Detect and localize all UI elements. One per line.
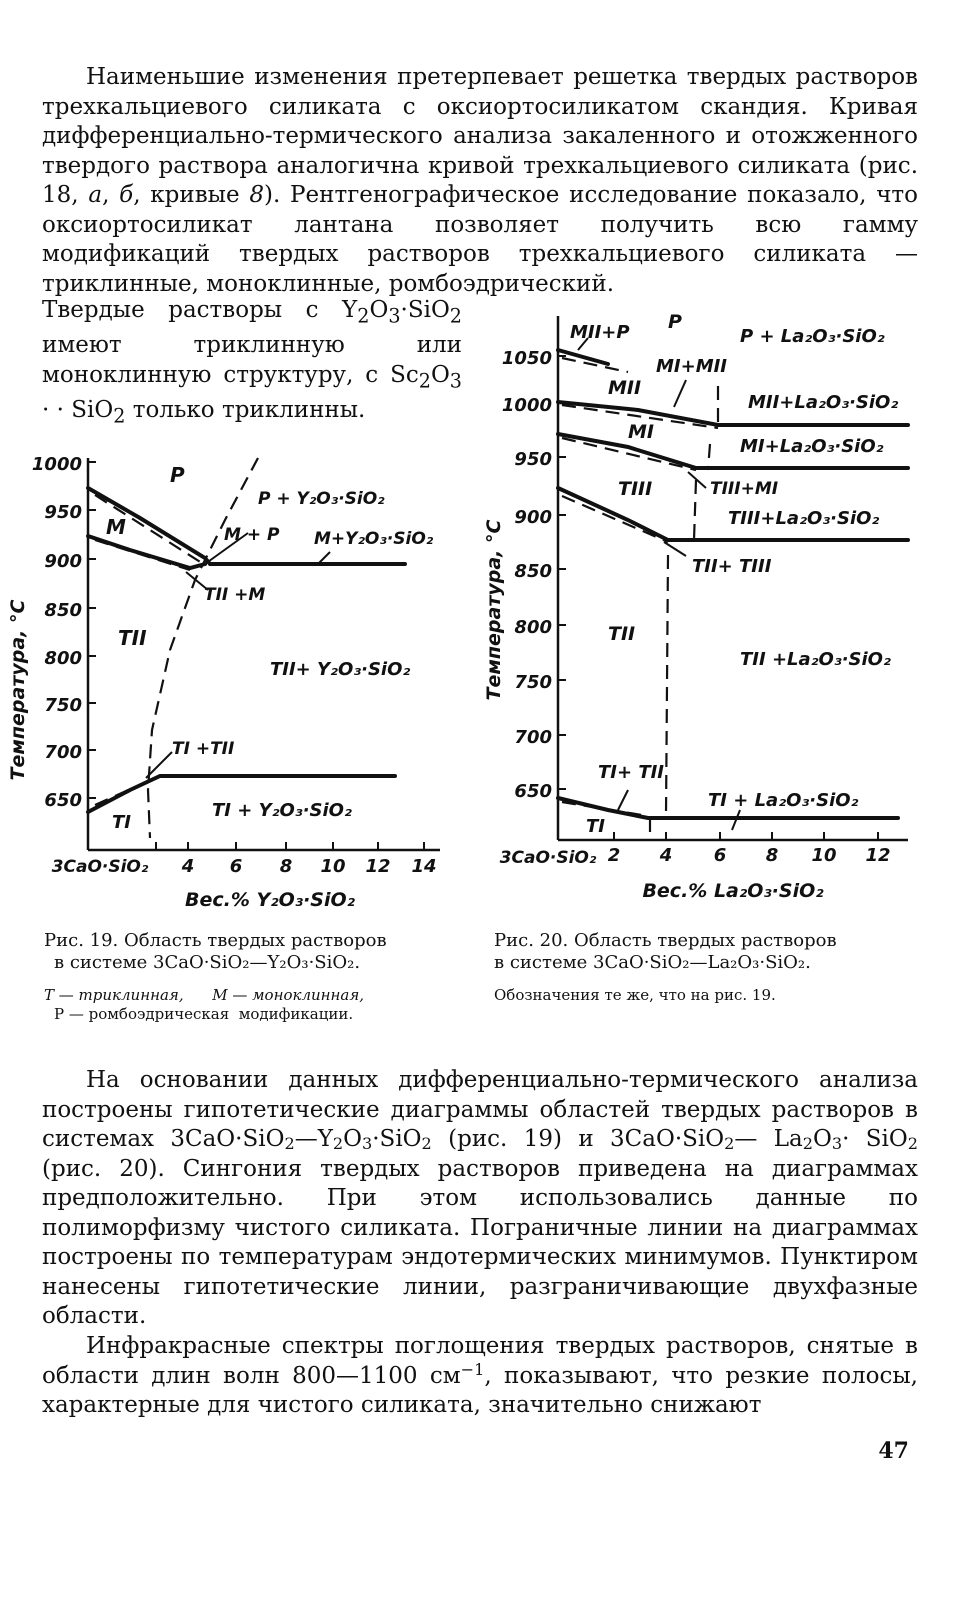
fig20-caption: Рис. 20. Область твердых растворов в системе 3CaO·SiO₂—La₂O₃·SiO₂. (494, 930, 837, 973)
fig20-ytick-950: 950 (514, 449, 552, 470)
fig19-ytick-850: 850 (44, 600, 82, 621)
fig19-ytick-700: 700 (44, 742, 82, 763)
fig19-region-M-Y: M+Y₂O₃·SiO₂ (314, 529, 434, 549)
fig20-region-TI-TII: TI+ TII (598, 762, 664, 783)
paragraph-3: На основании данных дифференциально-термического анализа построены гипотетические диаграммы областей твердых растворов в системах $3CaO\cdot SiO_2—Y_2O_3\cdot SiO_2$ (рис. 19) и 3CaO·SiO$_2$— $La_2O_3\cdot SiO_2$ (рис. 20). Сингония твердых растворов приведена на диаграммах предположительно. При этом использовались данные по полиморфизму чистого силиката. Пограничные линии на диаграммах построены по температурам эндотермических минимумов. Пунктиром нанесены гипотетические линии, разграничивающие двухфазные области. (42, 1067, 918, 1329)
fig20-region-P: P (668, 311, 682, 333)
fig19-region-TII-M: TII +M (204, 585, 266, 605)
fig19-region-TII: TII (118, 626, 147, 650)
fig19-legend: T — триклинная, M — моноклинная, P — ромбоэдрическая модификации. (44, 986, 365, 1023)
fig20-region-TIII: TIII (618, 478, 653, 500)
fig19-ytick-900: 900 (44, 551, 82, 572)
fig19-region-TI: TI (112, 812, 131, 833)
fig20-ytick-850: 850 (514, 561, 552, 582)
fig20-xtick-10: 10 (811, 845, 837, 866)
fig20-region-MI: MI (628, 421, 654, 443)
fig20-region-MII: MII (608, 377, 642, 399)
fig20-region-TIII-La: TIII+La₂O₃·SiO₂ (728, 508, 880, 529)
fig19-xtick-10: 10 (320, 856, 346, 877)
fig19-region-P-Y: P + Y₂O₃·SiO₂ (258, 489, 385, 509)
fig20-region-TI-La: TI + La₂O₃·SiO₂ (708, 790, 859, 811)
fig19-ylabel: Температура, °С (7, 599, 29, 781)
fig20-region-P-La: P + La₂O₃·SiO₂ (740, 326, 885, 347)
paragraph-2: Твердые растворы с $Y_2O_3\cdot SiO_2$ имеют триклинную или моноклинную структуру, с $Sc_2O_3$ · · SiO$_2$ только триклинны. (42, 297, 462, 428)
fig20-xtick-12: 12 (865, 845, 891, 866)
fig20-region-TIII-MI: TIII+MI (710, 479, 779, 499)
figure-19-diagram (0, 440, 470, 920)
fig20-region-TII-La: TII +La₂O₃·SiO₂ (740, 649, 891, 670)
fig20-region-TII: TII (608, 623, 636, 645)
page-number: 47 (878, 1438, 909, 1464)
fig19-xtick-4: 4 (181, 856, 195, 877)
fig20-ytick-800: 800 (514, 617, 552, 638)
fig19-caption: Рис. 19. Область твердых растворов в системе 3CaO·SiO₂—Y₂O₃·SiO₂. (44, 930, 387, 973)
fig19-xtick-origin: 3CaO·SiO₂ (51, 857, 149, 877)
fig19-xtick-14: 14 (411, 856, 437, 877)
fig19-region-M: M (106, 515, 126, 539)
fig19-region-TI-TII: TI +TII (172, 739, 235, 759)
fig19-xtick-12: 12 (365, 856, 391, 877)
fig20-region-MII-La: MII+La₂O₃·SiO₂ (748, 392, 899, 413)
paragraph-4: Инфракрасные спектры поглощения твердых растворов, снятые в области длин волн 800—1100 $см^{-1}$, показывают, что резкие полосы, характерные для чистого силиката, значительно снижают (42, 1333, 918, 1418)
fig20-ylabel: Температура, °С (483, 519, 505, 701)
fig20-ytick-900: 900 (514, 507, 552, 528)
paragraph-1: Наименьшие изменения претерпевает решетка твердых растворов трехкальциевого силиката с оксиортосиликатом скандия. Кривая дифференциально-термического анализа закаленного и отожженного твердого раствора аналогична кривой трехкальциевого силиката (рис. 18, а, б, кривые 8). Рентгенографическое исследование показало, что оксиортосиликат лантана позволяет получить всю гамму модификаций твердых растворов трехкальциевого силиката — триклинные, моноклинные, ромбоэдрический. (42, 64, 919, 297)
fig20-region-MII-P: MII+P (570, 322, 630, 343)
figure-20-diagram (478, 310, 938, 910)
fig19-ytick-800: 800 (44, 648, 82, 669)
fig20-ytick-700: 700 (514, 727, 552, 748)
fig20-xtick-8: 8 (765, 845, 779, 866)
fig20-xtick-origin: 3CaO·SiO₂ (499, 848, 597, 868)
fig19-ytick-1000: 1000 (31, 454, 82, 475)
fig20-region-MI-MII: MI+MII (656, 356, 727, 377)
fig20-xlabel: Вес.% La₂O₃·SiO₂ (642, 880, 824, 902)
fig20-xtick-4: 4 (659, 845, 673, 866)
fig19-xtick-6: 6 (229, 856, 243, 877)
fig20-ytick-750: 750 (514, 672, 552, 693)
fig20-region-MI-La: MI+La₂O₃·SiO₂ (740, 436, 884, 457)
fig19-region-M-P: M + P (224, 525, 280, 545)
fig20-legend: Обозначения те же, что на рис. 19. (494, 986, 776, 1004)
fig20-ytick-1050: 1050 (501, 348, 552, 369)
fig20-region-TI: TI (586, 816, 605, 837)
fig20-ytick-650: 650 (514, 781, 552, 802)
fig19-region-P: P (170, 463, 185, 487)
fig19-region-TII-Y: TII+ Y₂O₃·SiO₂ (270, 659, 411, 680)
fig19-ytick-750: 750 (44, 695, 82, 716)
fig19-ytick-650: 650 (44, 790, 82, 811)
fig19-xtick-8: 8 (279, 856, 293, 877)
fig20-region-TII-TIII: TII+ TIII (692, 556, 772, 577)
fig19-region-TI-Y: TI + Y₂O₃·SiO₂ (212, 800, 352, 821)
fig20-xtick-6: 6 (713, 845, 727, 866)
fig20-xtick-2: 2 (607, 845, 621, 866)
fig19-ytick-950: 950 (44, 502, 82, 523)
fig20-ytick-1000: 1000 (501, 395, 552, 416)
fig19-xlabel: Вес.% Y₂O₃·SiO₂ (185, 889, 355, 911)
